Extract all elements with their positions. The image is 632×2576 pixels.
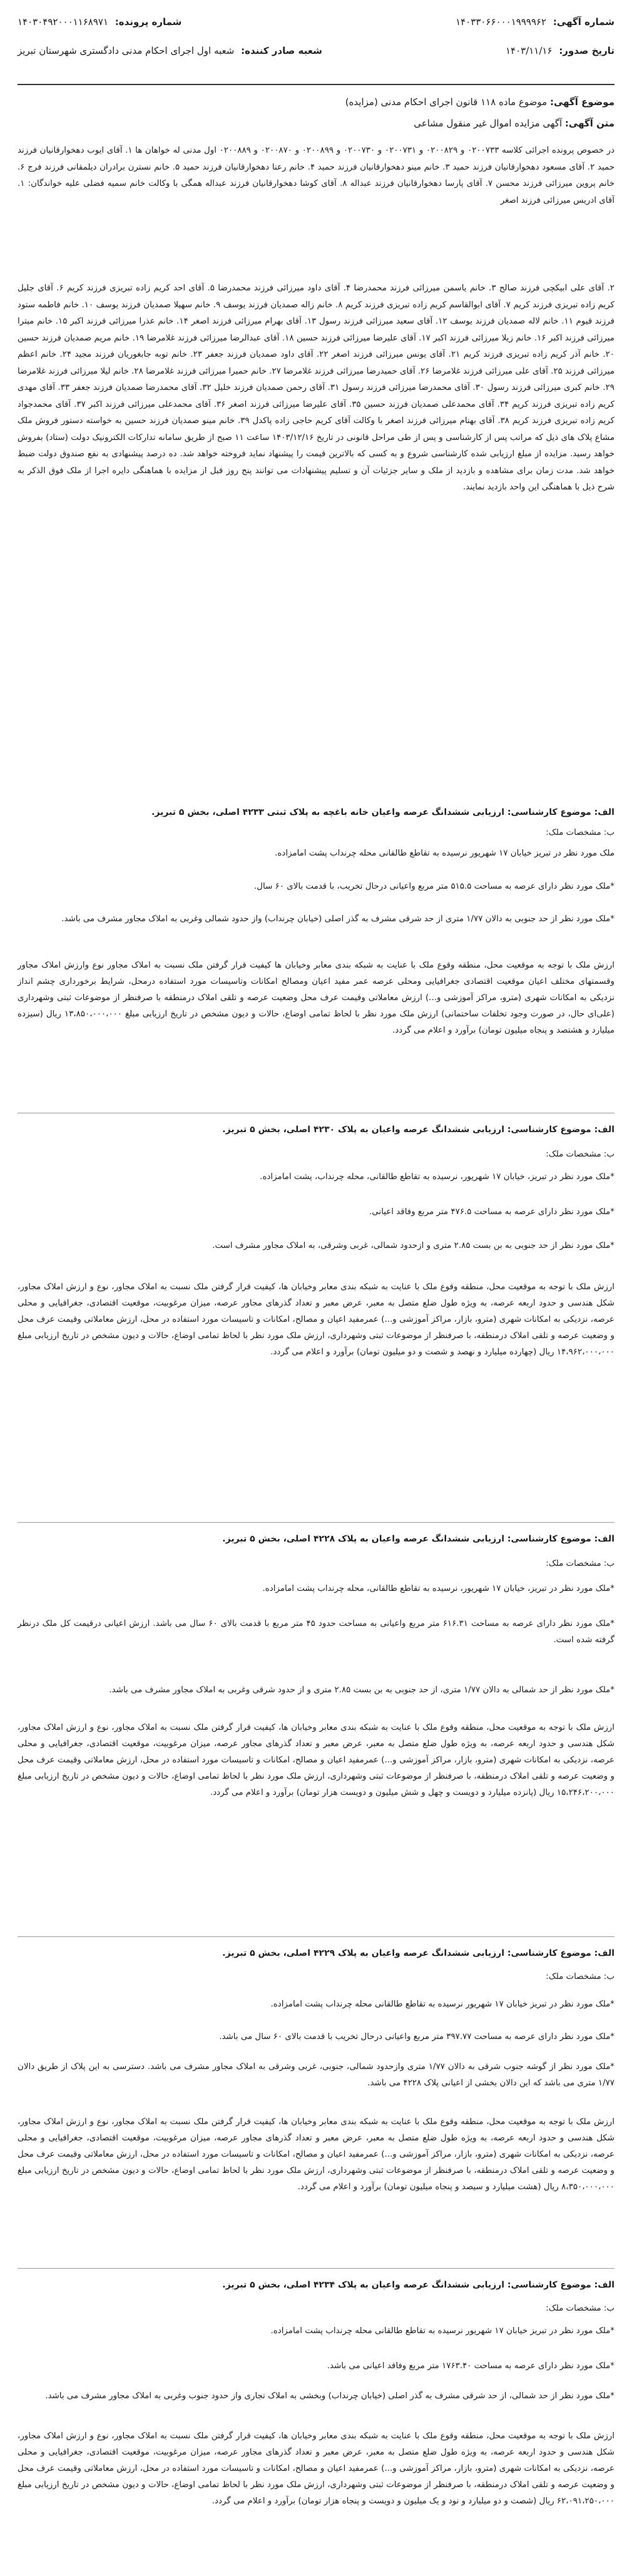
subject-label: موضوع آگهی: — [549, 96, 614, 108]
section-4-location: *ملک مورد نظر در تبریز خیابان ۱۷ شهریور نرسیده به تقاطع طالقانی محله چرنداب پشت امامزاده. — [270, 2000, 614, 2009]
case-number-value: ۱۴۰۳۰۴۹۲۰۰۰۱۱۶۸۹۷۱ — [18, 16, 109, 28]
defendants-paragraph: ۲. آقای علی ابیکچی فرزند صالح ۳. خانم یاسمن میرزائی فرزند محمدرضا ۴. آقای داود میرزائی فرزند محمدرضا ۵. آقای احد کریم زاده تبریزی فرزند کریم ۶. آقای جلیل کریم زاده تبریزی فرزند کریم ۷. آقای ابوالقاسم کریم زاده تبریزی فرزند کریم ۸. خانم زاله صمدیان فرزند یوسف ۹. خانم سهیلا صمدیان فرزند یوسف ۱۰. خانم فاطمه ستود فرزند قیوم ۱۱. خانم لاله صمدیان فرزند یوسف ۱۲. آقای سعید میرزائی فرزند رسول ۱۳. آقای بهرام میرزائی فرزند اصغر ۱۴. خانم عذرا میرزائی فرزند اکبر ۱۵. خانم میترا میرزائی فرزند اکبر ۱۶. خانم زیلا میرزائی فرزند اکبر ۱۷. آقای علیرضا میرزائی فرزند حسین ۱۸. آقای عبدالرضا میرزائی فرزند غلامرضا ۱۹. خانم مریم صمدیان فرزند حسین ۲۰. خانم آذر کریم زاده تبریزی فرزند کریم ۲۱. آقای یونس میرزائی فرزند اصغر ۲۲. آقای داود صمدیان فرزند جعفر ۲۳. خانم توبه جابغوریان فرزند مجید ۲۴. خانم اعظم میرزائی فرزند ۲۵. آقای علی میرزائی فرزند غلامرضا ۲۶. آقای حمیدرضا میرزائی فرزند غلامرضا ۲۷. خانم حمیرا میرزائی فرزند غلامرضا ۲۸. خانم لیلا میرزائی فرزند غلامرضا ۲۹. خانم کبری میرزائی فرزند رسول ۳۰. آقای محمدرضا میرزائی فرزند رسول ۳۱. آقای رحمن صمدیان فرزند خلیل ۳۲. آقای محمدرضا صمدیان فرزند جعفر ۳۳. آقای مهدی کریم زاده تبریزی فرزند کریم ۳۴. آقای محمدعلی صمدیان فرزند حسین ۳۵. آقای علیرضا میرزائی فرزند اصغر ۳۶. آقای محمدعلی میرزائی فرزند اکبر ۳۷. آقای محمدجواد کریم زاده تبریزی فرزند کریم ۳۸. آقای بهنام میرزائی فرزند اصغر با وکالت آقای کریم حاجی زاده پاکدل ۳۹. خانم مینو صمدیان فرزند حسین به خواسته دستور فروش ملک مشاع پلاک های ذیل که مراتب پس از کارشناسی و پس از طی مراحل قانونی در تاریخ ۱۴۰۳/۱۲/۱۶ ساعت ۱۱ صبح از طریق سامانه تدارکات الکترونیک دولت (ستاد) بفروش خواهد رسید. مزایده از مبلغ ارزیابی شده کارشناسی شروع و به کسی که بالاترین قیمت را پیشنهاد نماید فروخته خواهد شد. ده درصد پیشنهادی به نفع صندوق دولت ضبط خواهد شد. مدت زمان برای مشاهده و بازدید از ملک و سایر جزئیات آن و تسلیم پیشنهادات می توانند پنج روز قبل از مزایده با هماهنگی دایره اجرا از ملک فوق الذکر به شرح ذیل با هماهنگی این واحد بازدید نمایند. — [18, 284, 615, 492]
section-2-spec-label: ب: مشخصات ملک: — [546, 1150, 614, 1159]
notice-number-label: شماره آگهی: — [553, 16, 614, 28]
section-5-description: *ملک مورد نظر دارای عرصه به مساحت ۱۷۶۳.۴۰ متر مربع وفاقد اعیانی می باشد. — [327, 2361, 614, 2371]
section-5-title: الف: موضوع کارشناسی: ارزیابی ششدانگ عرصه واعیان به پلاک ۴۲۳۴ اصلی، بخش ۵ تبریز. — [222, 2280, 614, 2290]
section-3-access: *ملک مورد نظر از حد شمالی به دالان ۱/۷۷ متری، از حد جنوبی به بن بست ۲.۸۵ متری و از حدود شرقی وغربی به املاک مجاور مشرف می باشد. — [109, 1685, 614, 1695]
header-divider — [18, 84, 614, 85]
header-row-1 — [18, 14, 614, 30]
notice-title — [18, 115, 614, 131]
issuing-branch-field — [18, 43, 322, 59]
notice-number-value: ۱۴۰۳۳۰۶۶۰۰۰۱۹۹۹۹۶۲ — [456, 16, 547, 28]
case-number-label: شماره پرونده: — [115, 16, 182, 28]
section-2-description: *ملک مورد نظر دارای عرصه به مساحت ۴۷۶.۵ متر مربع وفاقد اعیانی. — [369, 1207, 614, 1217]
section-1-access: *ملک مورد نظر از حد جنوبی به دالان ۱/۷۷ متری از حد شرقی مشرف به گذر اصلی (خیابان چرنداب) واز حدود شمالی وغربی به املاک مجاور مشرف می باشد. — [61, 914, 614, 924]
section-1-title: الف: موضوع کارشناسی: ارزیابی ششدانگ عرصه واعیان خانه باغچه به پلاک ثبتی ۴۲۳۳ اصلی، بخش ۵ تبریز. — [151, 807, 614, 817]
section-2-location: *ملک مورد نظر در تبریز، خیابان ۱۷ شهریور، نرسیده به تقاطع طالقانی، محله چرنداب، پشت امامزاده. — [260, 1172, 614, 1182]
subject-text: موضوع ماده ۱۱۸ قانون اجرای احکام مدنی (مزایده) — [345, 96, 548, 108]
section-4-spec-label: ب: مشخصات ملک: — [546, 1972, 614, 1981]
section-3-valuation: ارزش ملک با توجه به موقعیت محل، منطقه وقوع ملک با عنایت به شبکه بندی معابر وخیابان ها، کیفیت قرار گرفتن ملک نسبت به املاک مجاور، نوع و ارزش املاک مجاور، شکل هندسی و حدود اربعه عرصه، به ویژه طول ضلع متصل به معبر، عرض معبر و تعداد گذرهای مجاور عرصه، میزان مرغوبیت، موقعیت اقتصادی، جغرافیایی و محلی عرصه، نزدیکی به امکانات شهری (مترو، بازار، مراکز آموزشی و...) عمرمفید اعیان و مصالح، امکانات و تاسیسات مورد استفاده در محل، ارزش معاملاتی وقیمت عرف محل و وضعیت عرصه و تلقی املاک درمنطقه، با صرفنظر از موضوعات ثبتی وشهرداری، ارزش ملک مورد نظر با لحاظ تمامی اوضاع، حالات و دیون مشخص در تاریخ ارزیابی مبلغ ۱۵،۲۴۶،۲۰۰،۰۰۰ ریال (پانزده میلیارد و دویست و چهل و شش میلیون و دویست هزار تومان) برآورد و اعلام می گردد. — [18, 1723, 614, 1797]
issue-date-field — [506, 43, 614, 59]
issuing-branch-value: شعبه اول اجرای احکام مدنی دادگستری شهرستان تبریز — [18, 45, 235, 56]
notice-subject — [18, 94, 614, 110]
section-2-valuation: ارزش ملک با توجه به موقعیت محل، منطقه وقوع ملک با عنایت به شبکه بندی معابر وخیابان ها، کیفیت قرار گرفتن ملک نسبت به املاک مجاور، نوع و ارزش املاک مجاور، شکل هندسی و حدود اربعه عرصه، به ویژه طول ضلع متصل به معبر، عرض معبر و تعداد گذرهای مجاور عرصه، میزان مرغوبیت، موقعیت اقتصادی، جغرافیایی و محلی عرصه، نزدیکی به امکانات شهری (مترو، بازار، مراکز آموزشی و...) عمرمفید اعیان و مصالح، امکانات و تاسیسات مورد استفاده در محل، ارزش معاملاتی وقیمت عرف محل و وضعیت عرصه و تلقی املاک درمنطقه، با صرفنظر از موضوعات ثبتی وشهرداری، ارزش ملک مورد نظر با لحاظ تمامی اوضاع، حالات و دیون مشخص در تاریخ ارزیابی مبلغ ۱۴،۹۶۲،۰۰۰،۰۰۰ ریال (چهارده میلیارد و نهصد و شصت و دو میلیون تومان) برآورد و اعلام می گردد. — [18, 1282, 614, 1357]
header-row-2 — [18, 43, 614, 59]
issuing-branch-label: شعبه صادر کننده: — [241, 45, 322, 56]
section-1-location: ملک مورد نظر در تبریز خیابان ۱۷ شهریور نرسیده به تقاطع طالقانی محله چرنداب پشت امامزاده. — [275, 849, 614, 858]
section-5-spec-label: ب: مشخصات ملک: — [546, 2304, 614, 2313]
section-1-spec-label: ب: مشخصات ملک: — [546, 828, 614, 837]
issue-date-value: ۱۴۰۳/۱۱/۱۶ — [505, 45, 553, 56]
section-4-title: الف: موضوع کارشناسی: ارزیابی ششدانگ عرصه واعیان به پلاک ۴۲۲۹ اصلی، بخش ۵ تبریز. — [222, 1948, 614, 1958]
notice-number-field — [456, 14, 614, 30]
section-divider — [18, 1936, 614, 1937]
section-3-location: *ملک مورد نظر در تبریز، خیابان ۱۷ شهریور، نرسیده به تقاطع طالقانی، محله چرنداب پشت امامزاده. — [262, 1584, 614, 1593]
section-3-description: *ملک مورد نظر دارای عرصه به مساحت ۶۱۶.۳۱ متر مربع واعیانی به مساحت حدود ۴۵ متر مربع با قدمت بالای ۶۰ سال می باشد. ارزش اعیانی درقیمت کل ملک درنظر گرفته شده است. — [18, 1619, 614, 1645]
intro-paragraph: در خصوص پرونده اجرائی کلاسه ۰۲۰۰۷۳۳ و ۰۲۰۰۸۲۹ و ۰۲۰۰۷۳۱ و ۰۲۰۰۷۳۰ و ۰۲۰۰۸۹۹ و ۰۲۰۰۸۷۰ و ۰۲۰۰۸۸۹ اول مدنی له خواهان ها ۱. آقای ایوب دهخوارقانیان فرزند حمید ۲. آقای مسعود دهخوارقانیان فرزند حمید ۳. خانم مینو دهخوارقانیان فرزند حمید ۴. خانم رعنا دهخوارقانیان فرزند حمید ۵. خانم نسترن برادران دیلمقانی فرزند فرج ۶. خانم پروین میرزائی فرزند محسن ۷. آقای پارسا دهخوارقانیان فرزند عبداله ۸. آقای کوشا دهخوارقانیان فرزند عبداله همگی با وکالت خانم سمیه فضلی علیه خواندگان: ۱. آقای ادریس میرزائی فرزند اصغر — [18, 146, 615, 205]
section-2-access: *ملک مورد نظر از حد جنوبی به بن بست ۲.۸۵ متری و ازحدود شمالی، غربی وشرقی، به املاک مجاور مشرف است. — [212, 1241, 614, 1250]
section-5-valuation: ارزش ملک با توجه به موقعیت محل، منطقه وقوع ملک با عنایت به شبکه بندی معابر وخیابان ها، کیفیت قرار گرفتن ملک نسبت به املاک مجاور، نوع و ارزش املاک مجاور، شکل هندسی و حدود اربعه عرصه، به ویژه طول ضلع متصل به معبر، عرض معبر و تعداد گذرهای مجاور عرصه، میزان مرغوبیت، موقعیت اقتصادی، جغرافیایی و محلی عرصه، نزدیکی به امکانات شهری (مترو، بازار، مراکز آموزشی و...) عمرمفید اعیان و مصالح، امکانات و تاسیسات مورد استفاده در محل، ارزش معاملاتی وقیمت عرف محل و وضعیت عرصه و تلقی املاک درمنطقه، با صرفنظر از موضوعات ثبتی وشهرداری، ارزش ملک مورد نظر با لحاظ تمامی اوضاع، حالات و دیون مشخص در تاریخ ارزیابی مبلغ ۶۲،۰۹۱،۲۵۰،۰۰۰ ریال (شصت و دو میلیارد و نود و یک میلیون و دویست و پنجاه هزار تومان) برآورد و اعلام می گردد. — [18, 2431, 614, 2506]
section-4-access: *ملک مورد نظر از گوشه جنوب شرقی به دالان ۱/۷۷ متری وازحدود شمالی، جنوبی، غربی وشرقی به املاک مجاور مشرف می باشد. دسترسی به این پلاک از طریق دالان ۱/۷۷ متری می باشد که این دالان بخشی از اعیانی پلاک ۴۲۲۸ می باشد. — [18, 2062, 614, 2088]
section-divider — [18, 2268, 614, 2269]
section-3-spec-label: ب: مشخصات ملک: — [546, 1559, 614, 1568]
section-5-access: *ملک مورد نظر از حد شمالی، از حد شرقی مشرف به گذر اصلی (خیابان چرنداب) وبخشی به املاک تجاری واز حدود جنوب وغربی به املاک مجاور مشرف می باشد. — [45, 2391, 614, 2401]
section-divider — [18, 1522, 614, 1523]
section-1-valuation: ارزش ملک با توجه به موقعیت محل، منطقه وقوع ملک با عنایت به شبکه بندی معابر وخیابان ها کیفیت قرار گرفتن ملک نسبت به املاک مجاور نوع وارزش املاک مجاور وقسمتهای مختلف اعیان موقعیت اقتصادی جغرافیایی ومحلی عرصه عمر مفید اعیان ومصالح امکانات وتاسیسات مورد استفاده درمحل، شرایط برخورداری چشم انداز نزدیکی به امکانات شهری (مترو، مراکز آموزشی و...) ارزش معاملاتی وقیمت عرف محل وضعیت عرصه و تلقی املاک درمنطقه با صرفنظر از موضوعات ثبتی وشهرداری (علی‌ای حال، در صورت وجود تخلفات ساختمانی) ارزش ملک مورد نظر با لحاظ تمامی اوضاع، حالات و دیون مشخص در تاریخ ارزیابی مبلغ ۱۳،۸۵۰،۰۰۰،۰۰۰ ریال (سیزده میلیارد و هشتصد و پنجاه میلیون تومان) برآورد و اعلام می گردد. — [18, 961, 615, 1035]
issue-date-label: تاریخ صدور: — [559, 45, 614, 56]
ad-text: آگهی مزایده اموال غیر منقول مشاعی — [414, 118, 563, 129]
case-number-field — [18, 14, 181, 30]
section-5-location: *ملک مورد نظر در تبریز خیابان ۱۷ شهریور نرسیده به تقاطع طالقانی محله چرنداب پشت امامزاده. — [270, 2326, 614, 2336]
section-4-description: *ملک مورد نظر دارای عرصه به مساحت ۳۹۷.۷۷ متر مربع واعیانی درحال تخریب با قدمت بالای ۶۰ سال می باشد. — [219, 2032, 614, 2042]
section-2-title: الف: موضوع کارشناسی: ارزیابی ششدانگ عرصه واعیان به پلاک ۴۲۳۰ اصلی، بخش ۵ تبریز. — [222, 1125, 614, 1135]
section-1-description: *ملک مورد نظر دارای عرصه به مساحت ۵۱۵.۵ متر مربع واعیانی درحال تخریب، با قدمت بالای ۶۰ سال. — [254, 882, 614, 891]
section-4-valuation: ارزش ملک با توجه به موقعیت محل، منطقه وقوع ملک با عنایت به شبکه بندی معابر وخیابان ها، کیفیت قرار گرفتن ملک نسبت به املاک مجاور، نوع و ارزش املاک مجاور، شکل هندسی و حدود اربعه عرصه، به ویژه طول ضلع متصل به معبر، عرض معبر و تعداد گذرهای مجاور عرصه، میزان مرغوبیت، موقعیت اقتصادی، جغرافیایی و محلی عرصه، نزدیکی به امکانات شهری (مترو، بازار، مراکز آموزشی و...) عمرمفید اعیان و مصالح، امکانات و تاسیسات مورد استفاده در محل، ارزش معاملاتی وقیمت عرف محل و وضعیت عرصه و تلقی املاک درمنطقه، با صرفنظر از موضوعات ثبتی وشهرداری، ارزش ملک مورد نظر با لحاظ تمامی اوضاع، حالات و دیون مشخص در تاریخ ارزیابی مبلغ ۸،۳۵۰،۰۰۰،۰۰۰ ریال (هشت میلیارد و سیصد و پنجاه میلیون تومان) برآورد و اعلام می گردد. — [18, 2117, 614, 2192]
section-3-title: الف: موضوع کارشناسی: ارزیابی ششدانگ عرصه واعیان به پلاک ۴۲۲۸ اصلی، بخش ۵ تبریز. — [222, 1534, 614, 1544]
ad-label: متن آگهی: — [564, 118, 614, 129]
